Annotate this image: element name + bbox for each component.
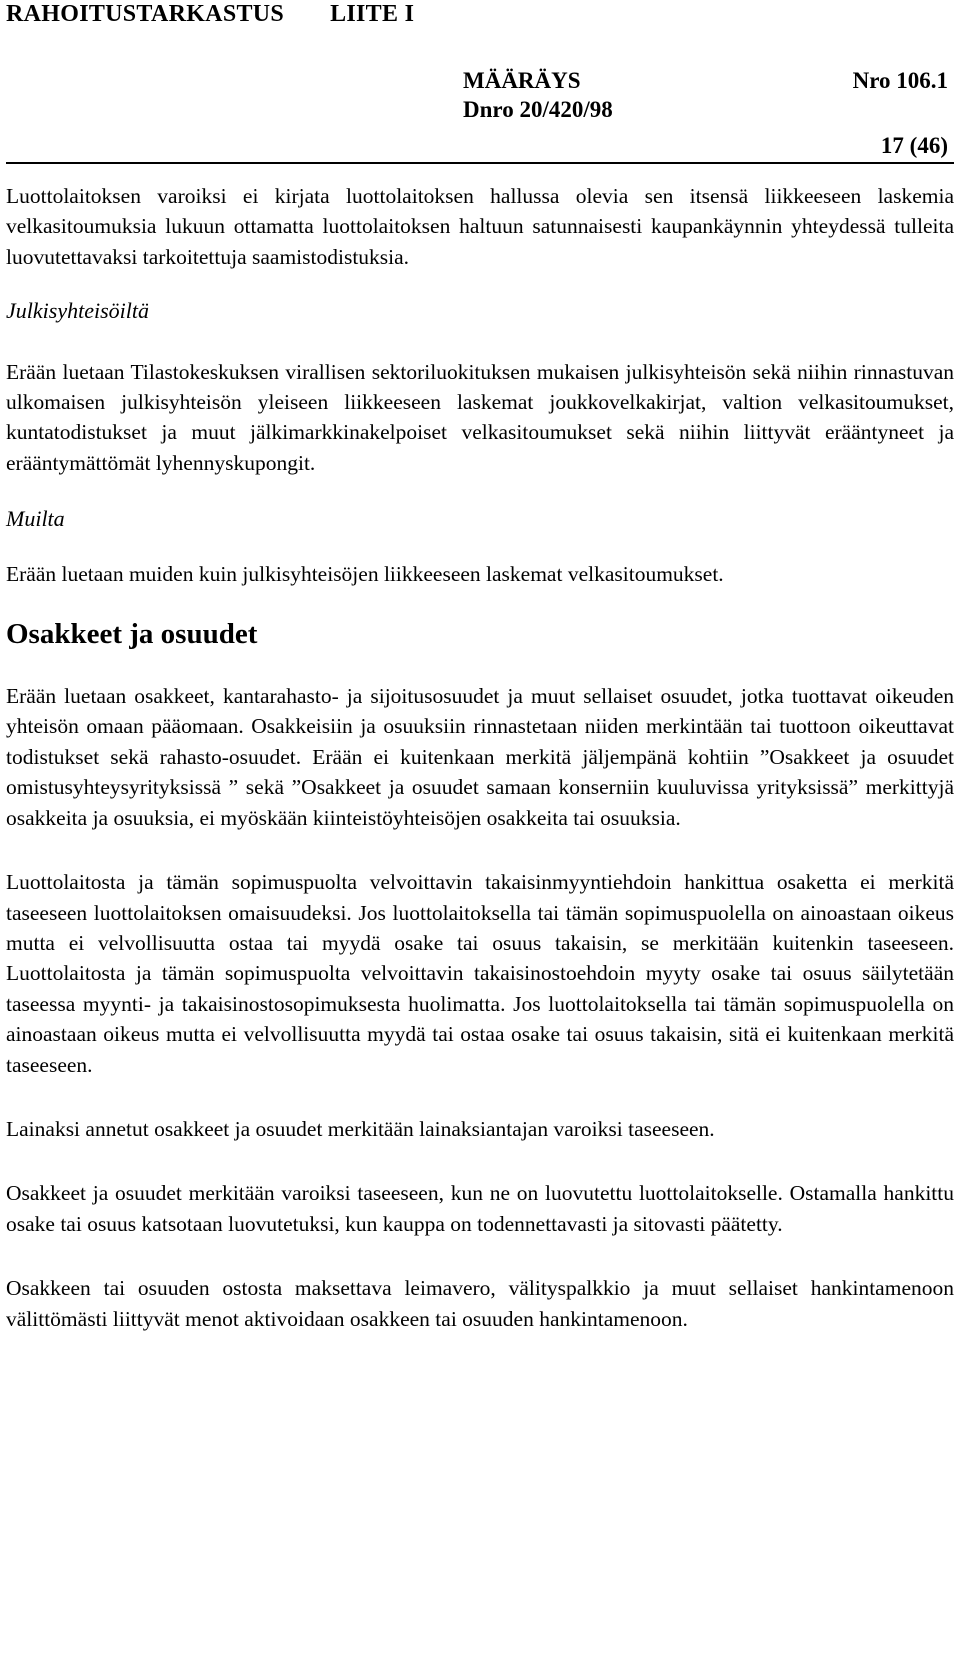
record-number: Dnro 20/420/98 [463, 97, 613, 122]
osakkeet-paragraph-4: Osakkeet ja osuudet merkitään varoiksi taseeseen, kun ne on luovutettu luottolaitokselle. Ostamalla hankittu osake tai osuus katsotaan luovutetuksi, kun kauppa on todennettavasti ja sitovasti päätetty. [6, 1181, 954, 1236]
doc-type-label: RAHOITUSTARKASTUS [6, 1, 285, 27]
document-body [6, 181, 954, 1334]
osakkeet-paragraph-1: Erään luetaan osakkeet, kantarahasto- ja sijoitusosuudet ja muut sellaiset osuudet, jotka tuottavat oikeuden yhteisön omaan pääomaan. Osakkeisiin ja osuuksiin rinnastetaan niiden merkintään tai tuottoon oikeuttavat todistukset sekä rahasto-osuudet. Erään ei kuitenkaan merkitä jäljempänä kohtiin ”Osakkeet ja osuudet omistusyhteysyrityksissä ” sekä ”Osakkeet ja osuudet samaan konserniin kuuluvissa yrityksissä” merkittyjä osakkeita ja osuuksia, ei myöskään kiinteistöyhteisöjen osakkeita tai osuuksia. [6, 684, 954, 830]
osakkeet-paragraph-3: Lainaksi annetut osakkeet ja osuudet merkitään lainaksiantajan varoiksi taseeseen. [6, 1116, 715, 1141]
osakkeet-paragraph-2: Luottolaitosta ja tämän sopimuspuolta velvoittavin takaisinmyyntiehdoin hankittua osaketta ei merkitä taseeseen luottolaitoksen omaisuudeksi. Jos luottolaitoksella tai tämän sopimuspuolella on ainoastaan oikeus mutta ei velvollisuutta ostaa tai myydä osake tai osuus takaisin, se merkitään kuitenkin taseeseen. Luottolaitosta ja tämän sopimuspuolta velvoittavin takaisinostoehdoin myyty osake tai osuus säilytetään taseessa myynti- ja takaisinostosopimuksesta huolimatta. Jos luottolaitoksella tai tämän sopimuspuolella on ainoastaan oikeus mutta ei velvollisuutta myydä tai ostaa osake tai osuus takaisin, sitä ei kuitenkaan merkitä taseeseen. [6, 870, 954, 1077]
section-heading-muilta: Muilta [6, 506, 65, 532]
muilta-paragraph: Erään luetaan muiden kuin julkisyhteisöjen liikkeeseen laskemat velkasitoumukset. [6, 561, 724, 586]
appendix-label: LIITE I [330, 1, 415, 27]
regulation-number: Nro 106.1 [852, 68, 948, 93]
section-heading-osakkeet: Osakkeet ja osuudet [6, 618, 258, 651]
julkisyhteisoilta-paragraph: Erään luetaan Tilastokeskuksen virallisen sektoriluokituksen mukaisen julkisyhteisön sekä niihin rinnastuvan ulkomaisen julkisyhteisön yleiseen liikkeeseen laskemat joukkovelkakirjat, valtion velkasitoumukset, kuntatodistukset ja muut jälkimarkkinakelpoiset velkasitoumukset sekä niihin liittyvät erääntyneet ja erääntymättömät lyhennyskupongit. [6, 359, 954, 475]
regulation-label: MÄÄRÄYS [463, 68, 581, 93]
intro-paragraph: Luottolaitoksen varoiksi ei kirjata luottolaitoksen hallussa olevia sen itsensä liikkeeseen laskemia velkasitoumuksia lukuun ottamatta luottolaitoksen haltuun satunnaisesti kaupankäynnin yhteydessä tulleita luovutettavaksi tarkoitettuja saamistodistuksia. [6, 184, 954, 269]
osakkeet-paragraph-5: Osakkeen tai osuuden ostosta maksettava leimavero, välityspalkkio ja muut sellaiset hankintamenoon välittömästi liittyvät menot aktivoidaan osakkeen tai osuuden hankintamenoon. [6, 1276, 954, 1331]
header-left [6, 0, 414, 28]
document-page [6, 0, 954, 1680]
page-number: 17 (46) [880, 133, 948, 158]
header-divider [6, 162, 954, 164]
section-heading-julkisyhteisoilta: Julkisyhteisöiltä [6, 298, 149, 324]
